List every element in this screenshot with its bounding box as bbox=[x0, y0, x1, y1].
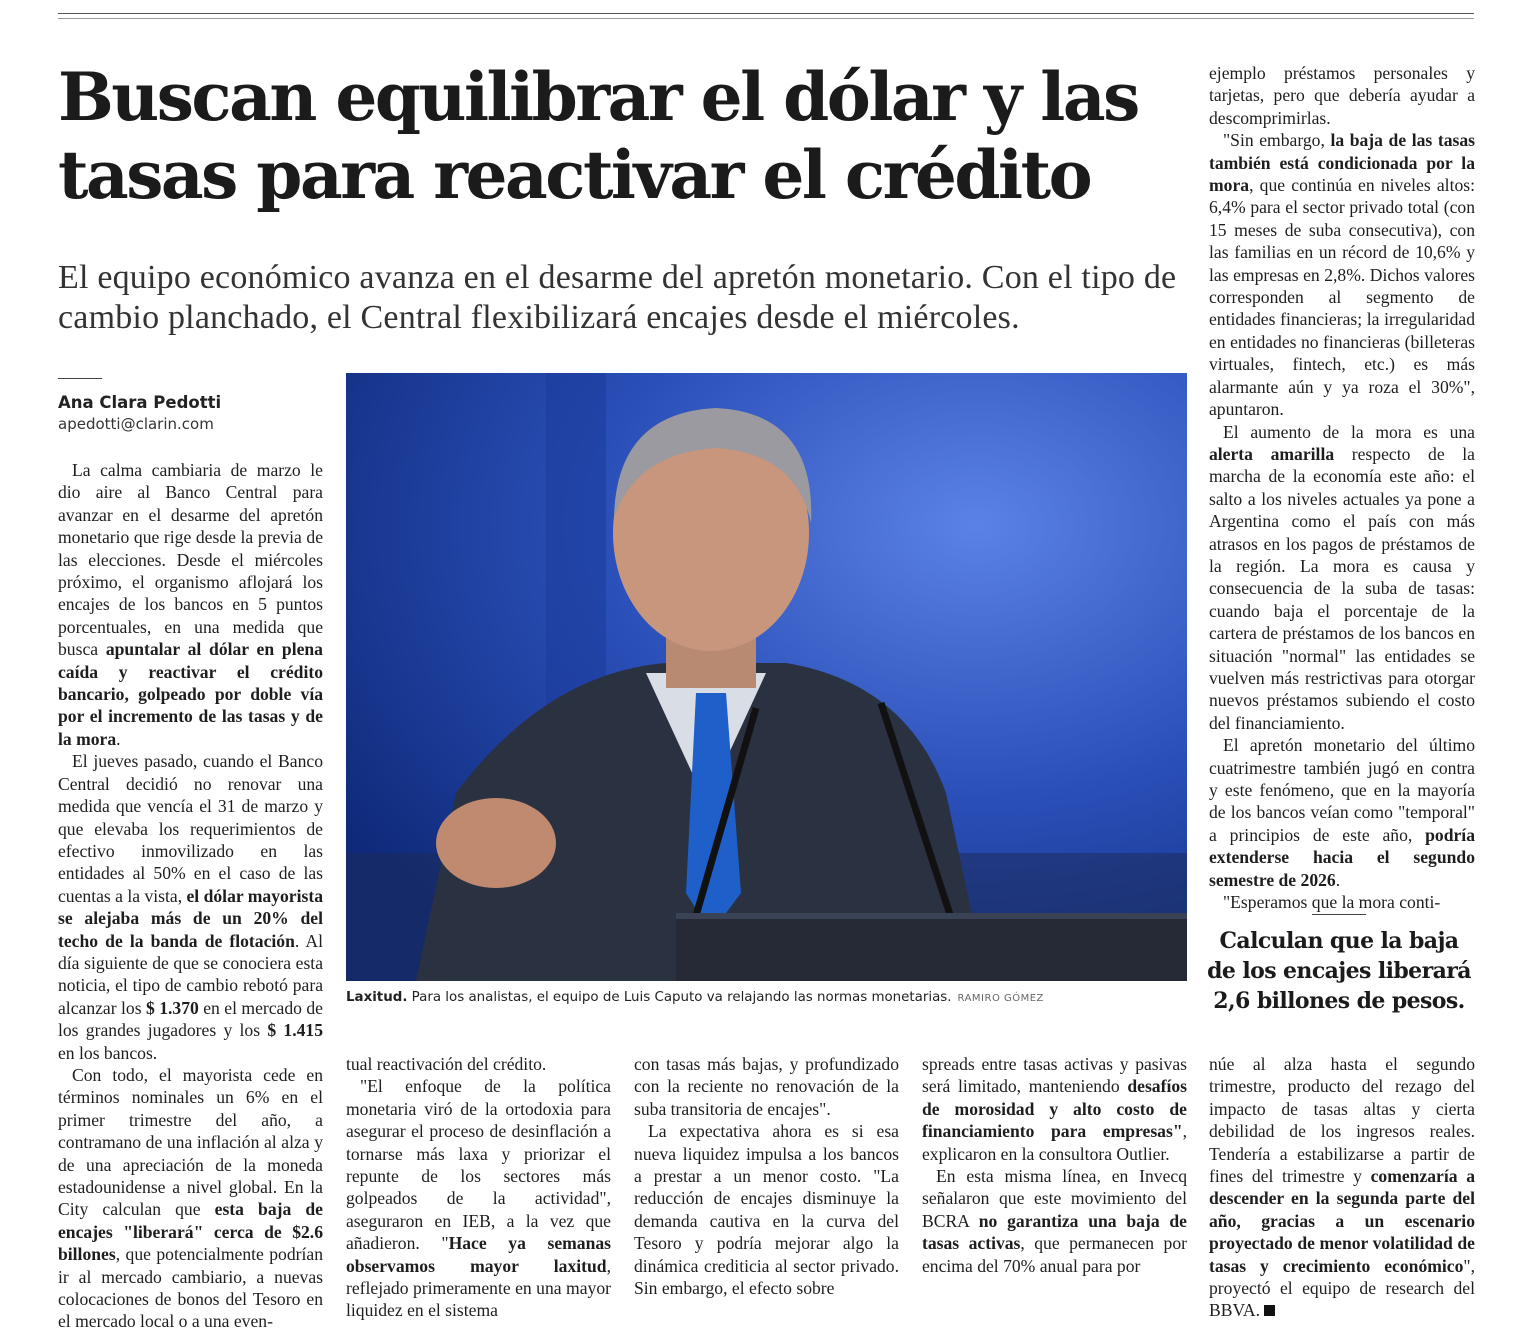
paragraph: En esta misma línea, en Invecq señalaron que este movimiento del BCRA no garantiza una baja de tasas activas, que permanecen por encima del 70% anual para por bbox=[922, 1166, 1187, 1276]
article-column-3 bbox=[634, 1053, 899, 1299]
paragraph: Con todo, el mayorista cede en términos nominales un 6% en el primer trimestre del año, a contramano de una inflación al alza y de una apreciación de la moneda estadounidense a nivel global. En la City calculan que esta baja de encajes "liberará" cerca de $2.6 billones, que potencialmente podrían ir al mercado cambiario, a nuevas colocaciones de bonos del Tesoro en el mercado local o a una even- bbox=[58, 1064, 323, 1332]
article-column-4 bbox=[922, 1053, 1187, 1296]
byline-email[interactable]: apedotti@clarin.com bbox=[58, 415, 214, 433]
paragraph: núe al alza hasta el segundo trimestre, producto del rezago del impacto de tasas altas y cierta debilidad de los ingresos reales. Tendería a estabilizarse a partir de fines del trimestre y comenzaría a descender en la segunda parte del año, gracias a un escenario proyectado de menor volatilidad de tasas y crecimiento económico", proyectó el equipo de research del BBVA. bbox=[1209, 1054, 1475, 1321]
top-rule-secondary bbox=[58, 18, 1474, 19]
paragraph: "El enfoque de la política monetaria viró de la ortodoxia para asegurar el proceso de desinflación a tornarse más laxa y priorizar el repunte de los sectores más golpeados de la actividad", aseguraron en IEB, a la vez que añadieron. "Hace ya semanas observamos mayor laxitud, reflejado primeramente en una mayor liquidez en el sistema bbox=[346, 1076, 612, 1321]
article-column-5-bottom bbox=[1209, 1053, 1475, 1321]
paragraph: ejemplo préstamos personales y tarjetas, pero que debería ayudar a descomprimirlas. bbox=[1209, 63, 1475, 128]
caption-text: Para los analistas, el equipo de Luis Caputo va relajando las normas monetarias. bbox=[407, 990, 952, 1005]
photo-credit: RAMIRO GÓMEZ bbox=[957, 993, 1044, 1004]
paragraph: El aumento de la mora es una alerta amarilla respecto de la marcha de la economía este año: el salto a los niveles actuales ya pone a Argentina como el país con más atrasos en los pagos de préstamos de la región. La mora es causa y consecuencia de la suba de tasas: cuando baja el porcentaje de la cartera de préstamos de los bancos en situación "normal" las entidades se vuelven más restrictivas para otorgar nuevos préstamos subiendo el costo del financiamiento. bbox=[1209, 421, 1475, 733]
paragraph: spreads entre tasas activas y pasivas será limitado, manteniendo desafíos de morosidad y alto costo de financiamiento para empresas", explicaron en la consultora Outlier. bbox=[922, 1054, 1187, 1164]
top-rule bbox=[58, 13, 1474, 14]
paragraph: La expectativa ahora es si esa nueva liquidez impulsa a los bancos a prestar a un menor costo. "La reducción de encajes disminuye la demanda cautiva en la curva del Tesoro y podría mejorar algo la dinámica crediticia al sector privado. Sin embargo, el efecto sobre bbox=[634, 1121, 899, 1299]
byline-rule bbox=[58, 378, 102, 379]
paragraph: tual reactivación del crédito. bbox=[346, 1054, 547, 1074]
article-column-2 bbox=[346, 1053, 612, 1321]
paragraph: El jueves pasado, cuando el Banco Central decidió no renovar una medida que vencía el 31 de marzo y que elevaba los requerimientos de efectivo inmovilizado en las entidades al 50% en el caso de las cuentas a la vista, el dólar mayorista se alejaba más de un 20% del techo de la banda de flotación. Al día siguiente de que se conociera esta noticia, el tipo de cambio rebotó para alcanzar los $ 1.370 en el mercado de los grandes jugadores y los $ 1.415 en los bancos. bbox=[58, 751, 324, 1063]
paragraph: "Esperamos que la mora conti- bbox=[1223, 892, 1441, 913]
paragraph: El apretón monetario del último cuatrimestre también jugó en contra y este fenómeno, que en la mayoría de los bancos veían como "temporal" a principios de este año, podría extenderse hacia el segundo semestre de 2026. bbox=[1209, 735, 1475, 890]
deck: El equipo económico avanza en el desarme del apretón monetario. Con el tipo de cambio planchado, el Central flexibilizará encajes desde el miércoles. bbox=[58, 259, 1177, 336]
photo-caption bbox=[346, 990, 1187, 1005]
byline-author: Ana Clara Pedotti bbox=[58, 393, 222, 412]
paragraph: con tasas más bajas, y profundizado con la reciente no renovación de la suba transitoria de encajes". bbox=[634, 1054, 899, 1119]
paragraph: La calma cambiaria de marzo le dio aire al Banco Central para avanzar en el desarme del apretón monetario que rige desde la previa de las elecciones. Desde el miércoles próximo, el organismo aflojará los encajes de los bancos en 5 puntos porcentuales, en una medida que busca apuntalar al dólar en plena caída y reactivar el crédito bancario, golpeado por doble vía por el incremento de las tasas y de la mora. bbox=[58, 460, 323, 749]
pullquote: Calculan que la baja de los encajes liberará 2,6 billones de pesos. bbox=[1207, 928, 1471, 1014]
photo-illustration bbox=[346, 373, 1187, 981]
pullquote-rule bbox=[1312, 914, 1366, 915]
end-of-article-mark bbox=[1264, 1305, 1275, 1316]
photo-luis-caputo bbox=[346, 373, 1187, 981]
article-column-1 bbox=[58, 459, 324, 1332]
paragraph: "Sin embargo, la baja de las tasas también está condicionada por la mora, que continúa en niveles altos: 6,4% para el sector privado total (con 15 meses de suba consecutiva), con las familias en un récord de 10,6% y las empresas en 2,8%. Dichos valores corresponden al segmento de entidades financieras; la irregularidad en entidades no financieras (billeteras virtuales, fintech, etc.) es más alarmante aún y ya roza el 30%", apuntaron. bbox=[1209, 130, 1475, 420]
caption-lead: Laxitud. bbox=[346, 990, 408, 1005]
article-column-5-top bbox=[1209, 62, 1475, 913]
headline: Buscan equilibrar el dólar y las tasas para reactivar el crédito bbox=[58, 58, 1138, 214]
